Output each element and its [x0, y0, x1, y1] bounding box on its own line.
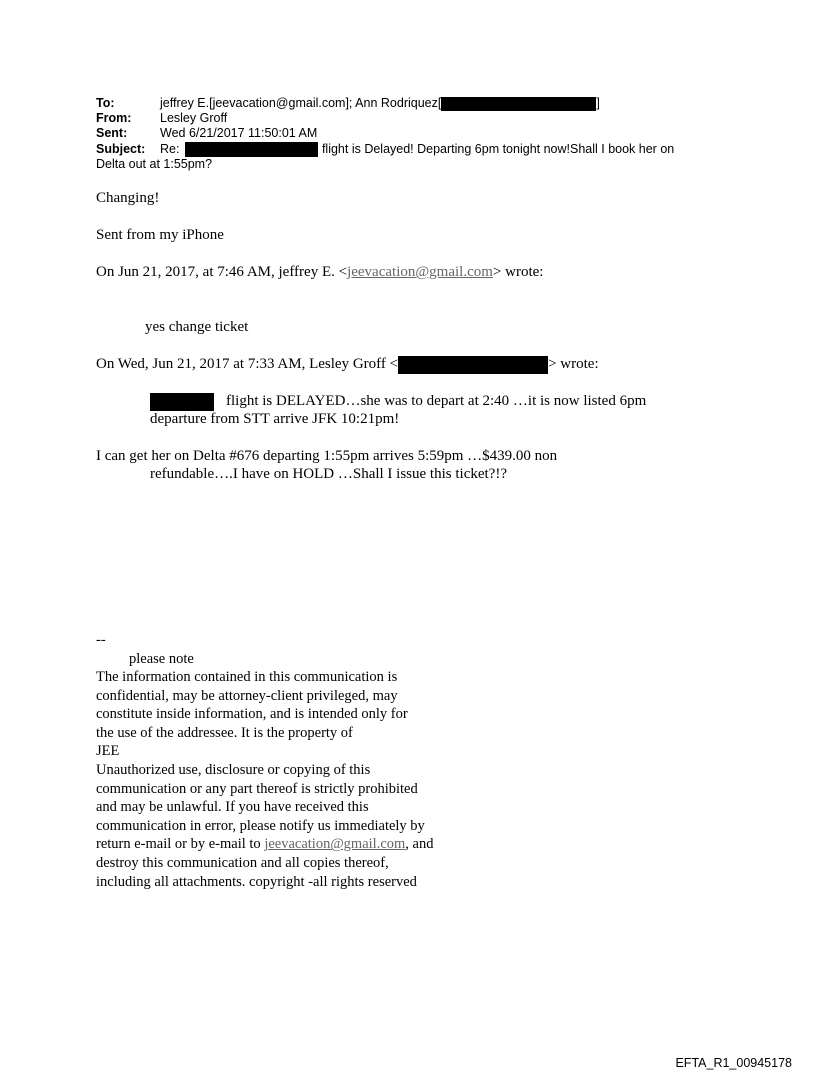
redaction-block	[441, 97, 596, 111]
disclaimer-line: Unauthorized use, disclosure or copying of this	[96, 762, 371, 778]
sent-label: Sent:	[96, 126, 128, 140]
disclaimer-line: destroy this communication and all copies thereof,	[96, 855, 389, 871]
quote1-header	[96, 263, 543, 281]
disclaimer-email-line	[96, 835, 433, 854]
footer-dashes: --	[96, 632, 106, 648]
document-id: EFTA_R1_00945178	[675, 1056, 792, 1070]
subject-re: Re:	[160, 142, 180, 156]
redaction-block	[185, 142, 318, 157]
disclaimer-line: including all attachments. copyright -all rights reserved	[96, 873, 417, 890]
quote2-line1	[150, 392, 646, 411]
quote2-header-post: > wrote:	[548, 356, 599, 372]
disclaimer-line: communication in error, please notify us immediately by	[96, 817, 425, 834]
redaction-block	[398, 356, 548, 374]
quote2-line1-text: flight is DELAYED…she was to depart at 2:40 …it is now listed 6pm	[226, 393, 647, 409]
subject-value	[160, 142, 674, 158]
quote2-line4: refundable….I have on HOLD …Shall I issue this ticket?!?	[150, 466, 507, 482]
quote1-header-post: > wrote:	[492, 264, 544, 280]
disclaimer-line: JEE	[96, 743, 120, 760]
quote2-header-pre: On Wed, Jun 21, 2017 at 7:33 AM, Lesley Groff <	[96, 356, 399, 372]
quote1-email-link[interactable]: jeevacation@gmail.com	[347, 264, 493, 280]
to-label: To:	[96, 96, 115, 110]
from-label: From:	[96, 111, 132, 125]
subject-text: flight is Delayed! Departing 6pm tonight now!Shall I book her on	[321, 142, 675, 156]
quote1-text: yes change ticket	[145, 319, 249, 335]
disclaimer-line: The information contained in this communication is	[96, 669, 398, 685]
redaction-block	[150, 393, 214, 411]
quote2-line2: departure from STT arrive JFK 10:21pm!	[150, 411, 400, 427]
subject-line2: Delta out at 1:55pm?	[96, 157, 213, 171]
footer-email-link[interactable]: jeevacation@gmail.com	[264, 836, 406, 853]
to-recipients: jeffrey E.[jeevacation@gmail.com]; Ann Rodriquez[	[160, 96, 442, 110]
disclaimer-line: communication or any part thereof is strictly prohibited	[96, 780, 418, 797]
subject-label: Subject:	[96, 142, 146, 156]
disclaimer-line: confidential, may be attorney-client privileged, may	[96, 687, 398, 704]
to-value	[160, 96, 600, 112]
quote2-header	[96, 355, 599, 374]
quote2-line3: I can get her on Delta #676 departing 1:55pm arrives 5:59pm …$439.00 non	[96, 448, 558, 464]
disclaimer-line: the use of the addressee. It is the property of	[96, 724, 353, 741]
to-close: ]	[596, 96, 600, 110]
quote1-header-pre: On Jun 21, 2017, at 7:46 AM, jeffrey E. <	[96, 264, 348, 280]
signature-text: Sent from my iPhone	[96, 227, 224, 243]
sent-value: Wed 6/21/2017 11:50:01 AM	[160, 126, 318, 140]
disclaimer-line: and may be unlawful. If you have received this	[96, 799, 369, 816]
email-line-post: , and	[405, 836, 434, 853]
email-line-pre: return e-mail or by e-mail to	[96, 836, 265, 853]
reply-text: Changing!	[96, 190, 160, 206]
footer-note: please note	[129, 651, 194, 667]
disclaimer-line: constitute inside information, and is intended only for	[96, 706, 408, 723]
from-value: Lesley Groff	[160, 111, 228, 125]
